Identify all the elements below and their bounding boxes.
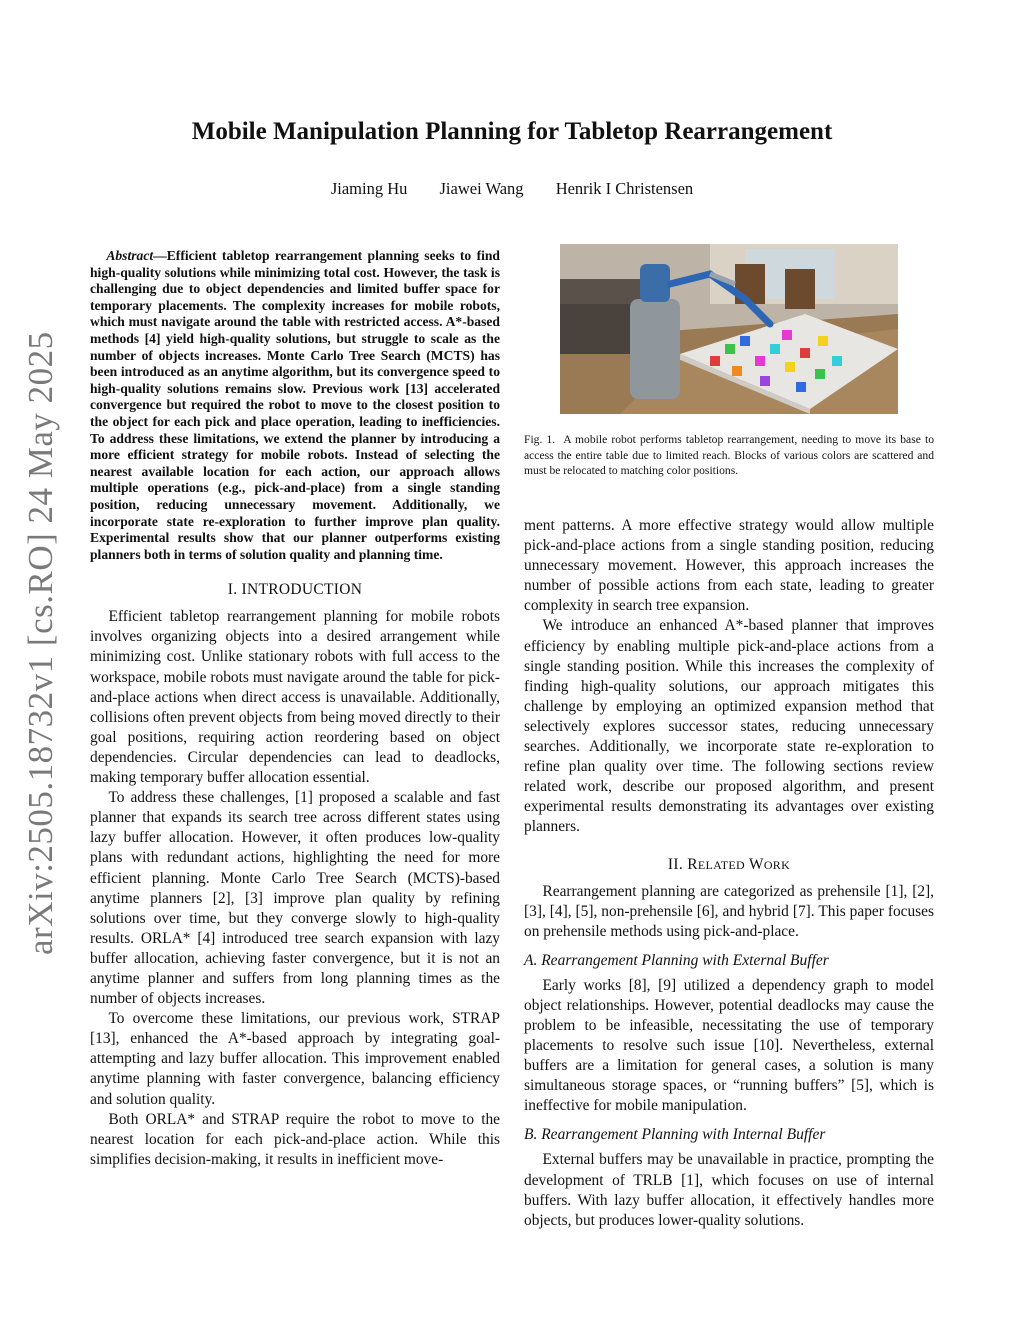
- section-heading-related-work: II. RELATED WORK: [667, 855, 791, 873]
- author-list: [0, 179, 1024, 199]
- left-column: [90, 248, 500, 1170]
- body-paragraph: External buffers may be unavailable in practice, prompting the development of TRLB [1], which focuses on use of internal buffers. With lazy buffer allocation, it effectively handles more objects, but produces lower-quality solutions.: [524, 1151, 934, 1229]
- body-paragraph: To overcome these limitations, our previous work, STRAP [13], enhanced the A*-based approach by integrating goal-attempting and lazy buffer allocation. This improvement enabled anytime planning with faster convergence, balancing efficiency and solution quality.: [90, 1010, 500, 1108]
- arxiv-identifier: arXiv:2505.18732v1 [cs.RO] 24 May 2025: [21, 331, 60, 955]
- figure-robot-scene: [560, 244, 898, 414]
- abstract: [90, 248, 500, 563]
- abstract-dash: —: [153, 248, 167, 263]
- abstract-label: Abstract: [106, 248, 154, 263]
- body-paragraph: Rearrangement planning are categorized as prehensile [1], [2], [3], [4], [5], non-prehensile [6], and hybrid [7]. This paper focuses on prehensile methods using pick-and-place.: [524, 882, 934, 940]
- subsection-heading-internal-buffer: B. Rearrangement Planning with Internal Buffer: [524, 1126, 826, 1144]
- paper-title: Mobile Manipulation Planning for Tabletop Rearrangement: [191, 118, 833, 145]
- author-name: Henrik I Christensen: [555, 179, 694, 198]
- abstract-text: Efficient tabletop rearrangement planning seeks to find high-quality solutions while minimizing total cost. However, the task is challenging due to object dependencies and limited buffer space for temporary placements. The complexity increases for mobile robots, which must navigate around the table with restricted access. A*-based methods [4] yield high-quality solutions, but struggle to scale as the number of objects increases. Monte Carlo Tree Search (MCTS) has been introduced as an anytime algorithm, but its convergence speed to high-quality solutions remains slow. Previous work [13] accelerated convergence but required the robot to move to the closest position to the object for each pick and place operation, leading to inefficiencies. To address these limitations, we extend the planner by introducing a more efficient strategy for mobile robots. Instead of selecting the nearest available location for each action, our approach allows multiple operations (e.g., pick-and-place) from a single standing position, reducing unnecessary movement. Additionally, we incorporate state re-exploration to further improve plan quality. Experimental results show that our planner outperforms existing planners both in terms of solution quality and planning time.: [90, 248, 500, 562]
- author-name: Jiawei Wang: [439, 179, 524, 198]
- body-paragraph: Both ORLA* and STRAP require the robot to move to the nearest location for each pick-and-place action. While this simplifies decision-making, it results in inefficient move-: [90, 1110, 500, 1168]
- body-paragraph: ment patterns. A more effective strategy would allow multiple pick-and-place actions from a single standing position, reducing unnecessary movement. However, this approach increases the number of possible actions from each state, leading to greater complexity in search tree expansion.: [524, 517, 934, 615]
- figure-caption: [524, 432, 934, 479]
- body-paragraph: To address these challenges, [1] proposed a scalable and fast planner that expands its search tree across different states using lazy buffer allocation. However, it often produces low-quality plans with redundant actions, highlighting the need for more efficient planning. Monte Carlo Tree Search (MCTS)-based anytime planners [2], [3] improve plan quality by refining solutions over time, but they converge slowly to high-quality results. ORLA* [4] introduced tree search expansion with lazy buffer allocation, achieving faster convergence, but it is not an anytime planner and suffers from long planning times as the number of objects increases.: [90, 789, 500, 1008]
- author-name: Jiaming Hu: [330, 179, 408, 198]
- body-paragraph: Efficient tabletop rearrangement planning for mobile robots involves organizing objects into a desired arrangement while minimizing cost. Unlike stationary robots with full access to the workspace, mobile robots must navigate around the table for pick-and-place actions when direct access is unavailable. Additionally, collisions often prevent objects from being moved directly to their goal positions, requiring action reordering based on object dependencies. Circular dependencies can lead to deadlocks, making temporary buffer allocation essential.: [90, 608, 500, 787]
- figure-caption-text: A mobile robot performs tabletop rearrangement, needing to move its base to access the entire table due to limited reach. Blocks of various colors are scattered and must be relocated to matching color positions.: [524, 433, 934, 477]
- body-paragraph: We introduce an enhanced A*-based planner that improves efficiency by enabling multiple pick-and-place actions from a single standing position. While this increases the complexity of finding high-quality solutions, our approach mitigates this challenge by employing an optimized expansion method that selectively explores successor states, reducing unnecessary searches. Additionally, we incorporate state re-exploration to refine plan quality over time. The following sections review related work, describe our proposed algorithm, and present experimental results demonstrating its advantages over existing planners.: [524, 617, 934, 836]
- robot-scene-illustration: [560, 244, 898, 414]
- section-heading-introduction: I. INTRODUCTION: [227, 581, 363, 599]
- subsection-heading-external-buffer: A. Rearrangement Planning with External Buffer: [524, 951, 829, 969]
- body-paragraph: Early works [8], [9] utilized a dependency graph to model object relationships. However, potential deadlocks may cause the problem to be infeasible, necessitating the use of temporary placements to resolve such issue [10]. Nevertheless, external buffers are a limitation for general cases, a solution is many simultaneous storage spaces, or “running buffers” [5], which is ineffective for mobile manipulation.: [524, 976, 934, 1115]
- figure-label: Fig. 1.: [524, 433, 556, 446]
- right-column: [524, 516, 934, 1231]
